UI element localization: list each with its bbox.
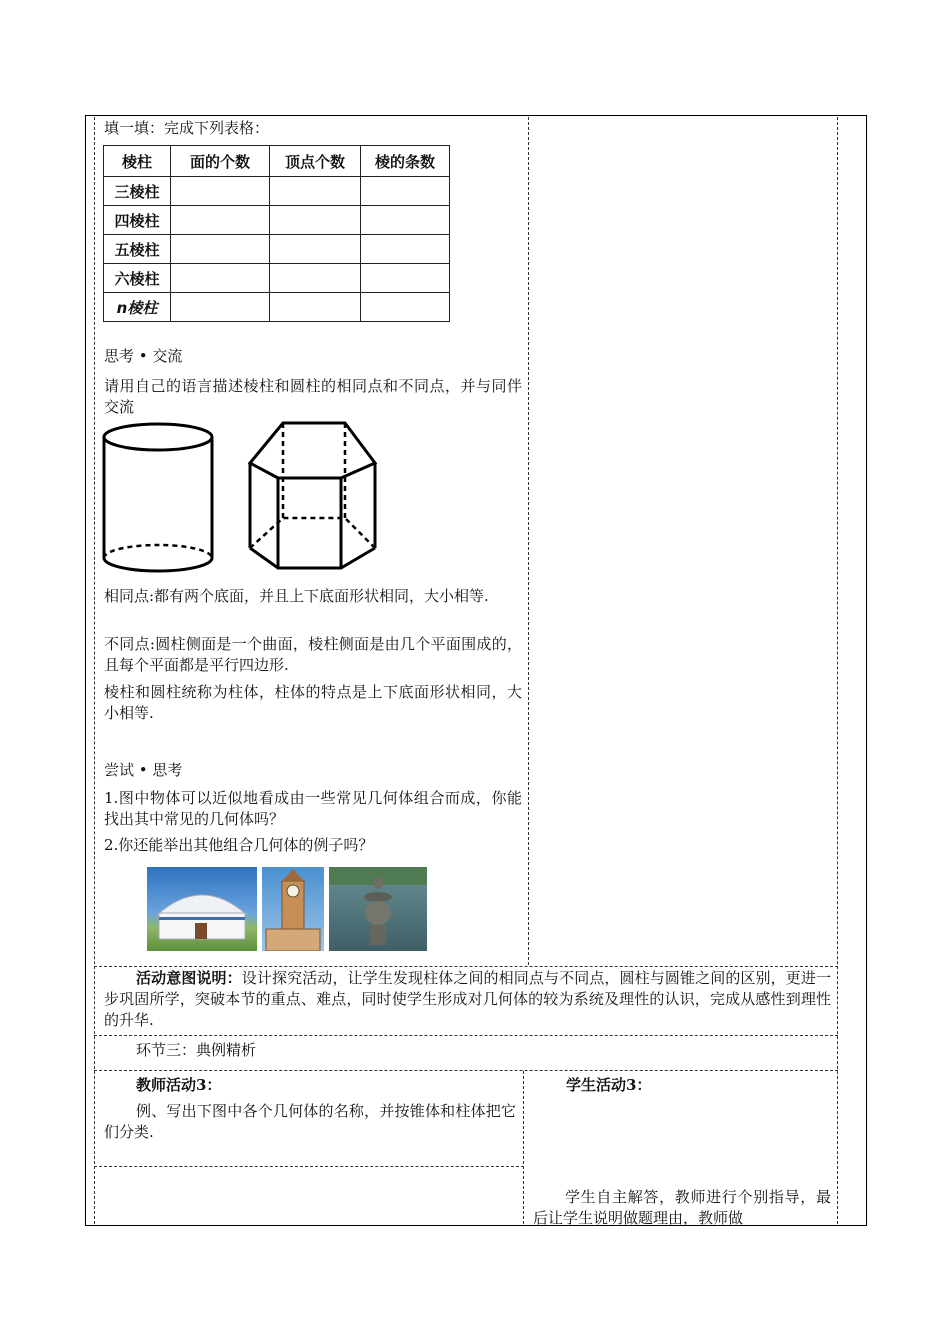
student-activity-text: 学生自主解答，教师进行个别指导，最后让学生说明做题理由，教师做 — [533, 1188, 831, 1227]
different-points: 不同点:圆柱侧面是一个曲面，棱柱侧面是由几个平面围成的，且每个平面都是平行四边形. — [104, 635, 522, 674]
clock-tower-photo — [262, 867, 324, 951]
try-think-heading: 尝试 • 思考 — [104, 761, 183, 779]
cell-vertices — [270, 206, 361, 235]
cell-vertices — [270, 293, 361, 322]
prism-bottom-front — [250, 548, 375, 568]
stone-pagoda-photo — [329, 867, 427, 951]
cylinder-figure — [100, 420, 218, 580]
col-divider-left — [94, 117, 95, 1224]
activity-intent-text: 设计探究活动，让学生发现柱体之间的相同点与不同点，圆柱与圆锥之间的区别，更进一步巩固所学，突破本节的重点、难点，同时使学生形成对几何体的较为系统及理性的认识，完成从感性到理性的升华. — [104, 969, 831, 1029]
table-header: 顶点个数 — [270, 146, 361, 177]
student-activity-label: 学生活动3： — [566, 1076, 652, 1094]
prism-top-face — [250, 423, 375, 478]
cylinder-top — [104, 424, 212, 450]
fill-prompt: 填一填：完成下列表格： — [104, 119, 270, 137]
same-points: 相同点:都有两个底面，并且上下底面形状相同，大小相等. — [104, 587, 489, 605]
prism-bottom-back — [250, 518, 375, 548]
row-divider-4 — [94, 1166, 524, 1167]
prism-table — [103, 145, 450, 322]
cell-edges — [361, 264, 450, 293]
table-row — [104, 264, 450, 293]
cell-faces — [171, 235, 270, 264]
frame-left-border — [85, 115, 86, 1225]
cell-vertices — [270, 235, 361, 264]
pagoda-base — [370, 925, 386, 945]
table-row — [104, 293, 450, 322]
summary: 棱柱和圆柱统称为柱体，柱体的特点是上下底面形状相同，大小相等. — [104, 683, 522, 722]
frame-top-border — [85, 115, 867, 116]
stone-pagoda-illustration — [329, 867, 427, 951]
yurt-roof — [157, 895, 247, 915]
pagoda-sphere — [365, 901, 391, 925]
row-label: 六棱柱 — [104, 264, 171, 293]
activity-intent — [104, 968, 831, 1031]
frame-right-border — [866, 115, 867, 1225]
cell-vertices — [270, 264, 361, 293]
cell-edges — [361, 235, 450, 264]
table-header: 棱柱 — [104, 146, 171, 177]
think-exchange-question: 请用自己的语言描述棱柱和圆柱的相同点和不同点，并与同伴交流 — [104, 377, 522, 416]
cylinder-bottom-back — [104, 545, 212, 558]
table-header: 面的个数 — [171, 146, 270, 177]
hexagonal-prism-figure — [245, 418, 380, 578]
teacher-activity-label: 教师活动3： — [136, 1076, 222, 1094]
clock-tower-illustration — [262, 867, 324, 951]
building-base — [266, 929, 320, 951]
row-label: 五棱柱 — [104, 235, 171, 264]
cell-faces — [171, 206, 270, 235]
cell-faces — [171, 177, 270, 206]
think-exchange-heading: 思考 • 交流 — [104, 347, 183, 365]
yurt-illustration — [147, 867, 257, 951]
yurt-door — [195, 923, 207, 939]
col-divider-mid-upper — [528, 117, 529, 965]
try-think-q1: 1.图中物体可以近似地看成由一些常见几何体组合而成，你能找出其中常见的几何体吗？ — [104, 789, 522, 828]
cylinder-bottom-front — [104, 558, 212, 571]
yurt-photo — [147, 867, 257, 951]
row-divider-3 — [94, 1070, 838, 1071]
cell-edges — [361, 206, 450, 235]
col-divider-mid-lower — [523, 1071, 524, 1224]
table-row — [104, 206, 450, 235]
cell-faces — [171, 264, 270, 293]
cell-edges — [361, 293, 450, 322]
table-header-row — [104, 146, 450, 177]
row-divider-2 — [94, 1035, 838, 1036]
try-think-q2: 2.你还能举出其他组合几何体的例子吗？ — [104, 836, 374, 854]
activity-intent-label: 活动意图说明： — [136, 969, 242, 987]
tower-spire — [282, 869, 304, 881]
row-divider-1 — [94, 966, 838, 967]
cell-vertices — [270, 177, 361, 206]
cell-edges — [361, 177, 450, 206]
cell-faces — [171, 293, 270, 322]
row-label: 三棱柱 — [104, 177, 171, 206]
row-label: n棱柱 — [104, 293, 171, 322]
pagoda-top — [373, 877, 383, 889]
row-label: 四棱柱 — [104, 206, 171, 235]
pagoda-tier — [364, 892, 392, 902]
col-divider-right — [837, 117, 838, 1224]
table-header: 棱的条数 — [361, 146, 450, 177]
tower-clock — [287, 885, 299, 897]
teacher-example: 例、写出下图中各个几何体的名称，并按锥体和柱体把它们分类. — [104, 1102, 516, 1141]
table-row — [104, 177, 450, 206]
table-row — [104, 235, 450, 264]
section3-title: 环节三：典例精析 — [136, 1041, 257, 1059]
yurt-band — [159, 917, 245, 920]
